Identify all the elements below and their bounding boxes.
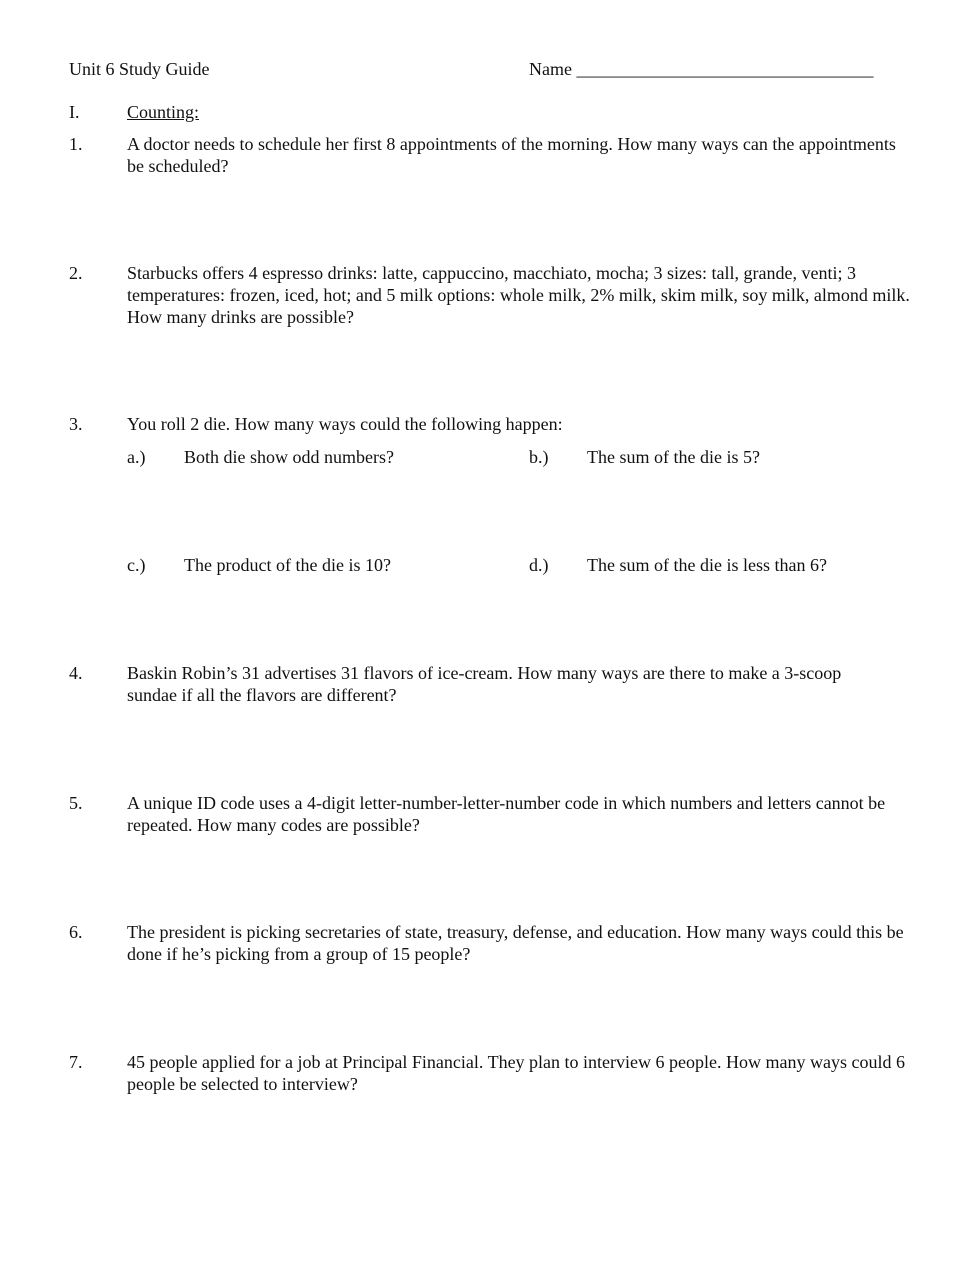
question-5-number: 5. — [69, 793, 83, 813]
question-3c-label: c.) — [127, 555, 146, 575]
question-4-text: Baskin Robin’s 31 advertises 31 flavors of ice-cream. How many ways are there to make a 3-scoop sundae if all the flavors are different? — [127, 663, 842, 705]
question-3-number: 3. — [69, 414, 83, 434]
question-3b-text: The sum of the die is 5? — [587, 447, 760, 467]
question-1-number: 1. — [69, 134, 83, 154]
section-numeral: I. — [69, 102, 80, 122]
question-6-text: The president is picking secretaries of state, treasury, defense, and education. How many ways could this be done if he’s picking from a group of 15 people? — [127, 922, 904, 964]
question-7-number: 7. — [69, 1052, 83, 1072]
question-3d-text: The sum of the die is less than 6? — [587, 555, 827, 575]
page-title: Unit 6 Study Guide — [69, 59, 210, 79]
question-2-text: Starbucks offers 4 espresso drinks: latte, cappuccino, macchiato, mocha; 3 sizes: tall, grande, venti; 3 temperatures: frozen, iced, hot; and 5 milk options: whole milk, 2% milk, skim milk, soy milk, almond milk. How many drinks are possible? — [127, 263, 910, 327]
question-3c-text: The product of the die is 10? — [184, 555, 391, 575]
name-blank-line: _________________________________ — [576, 59, 874, 79]
question-2-number: 2. — [69, 263, 83, 283]
question-4-number: 4. — [69, 663, 83, 683]
name-field — [529, 58, 873, 80]
section-title: Counting: — [127, 102, 200, 122]
question-6-number: 6. — [69, 922, 83, 942]
question-5-text: A unique ID code uses a 4-digit letter-number-letter-number code in which numbers and letters cannot be repeated. How many codes are possible? — [127, 793, 886, 835]
name-label: Name — [529, 59, 572, 79]
question-7-text: 45 people applied for a job at Principal Financial. They plan to interview 6 people. How many ways could 6 people be selected to interview? — [127, 1052, 905, 1094]
question-3a-text: Both die show odd numbers? — [184, 447, 394, 467]
question-3a-label: a.) — [127, 447, 146, 467]
question-1-text: A doctor needs to schedule her first 8 appointments of the morning. How many ways can the appointments be scheduled? — [127, 134, 896, 176]
question-3d-label: d.) — [529, 555, 549, 575]
question-3-text: You roll 2 die. How many ways could the following happen: — [127, 414, 563, 434]
question-3b-label: b.) — [529, 447, 549, 467]
